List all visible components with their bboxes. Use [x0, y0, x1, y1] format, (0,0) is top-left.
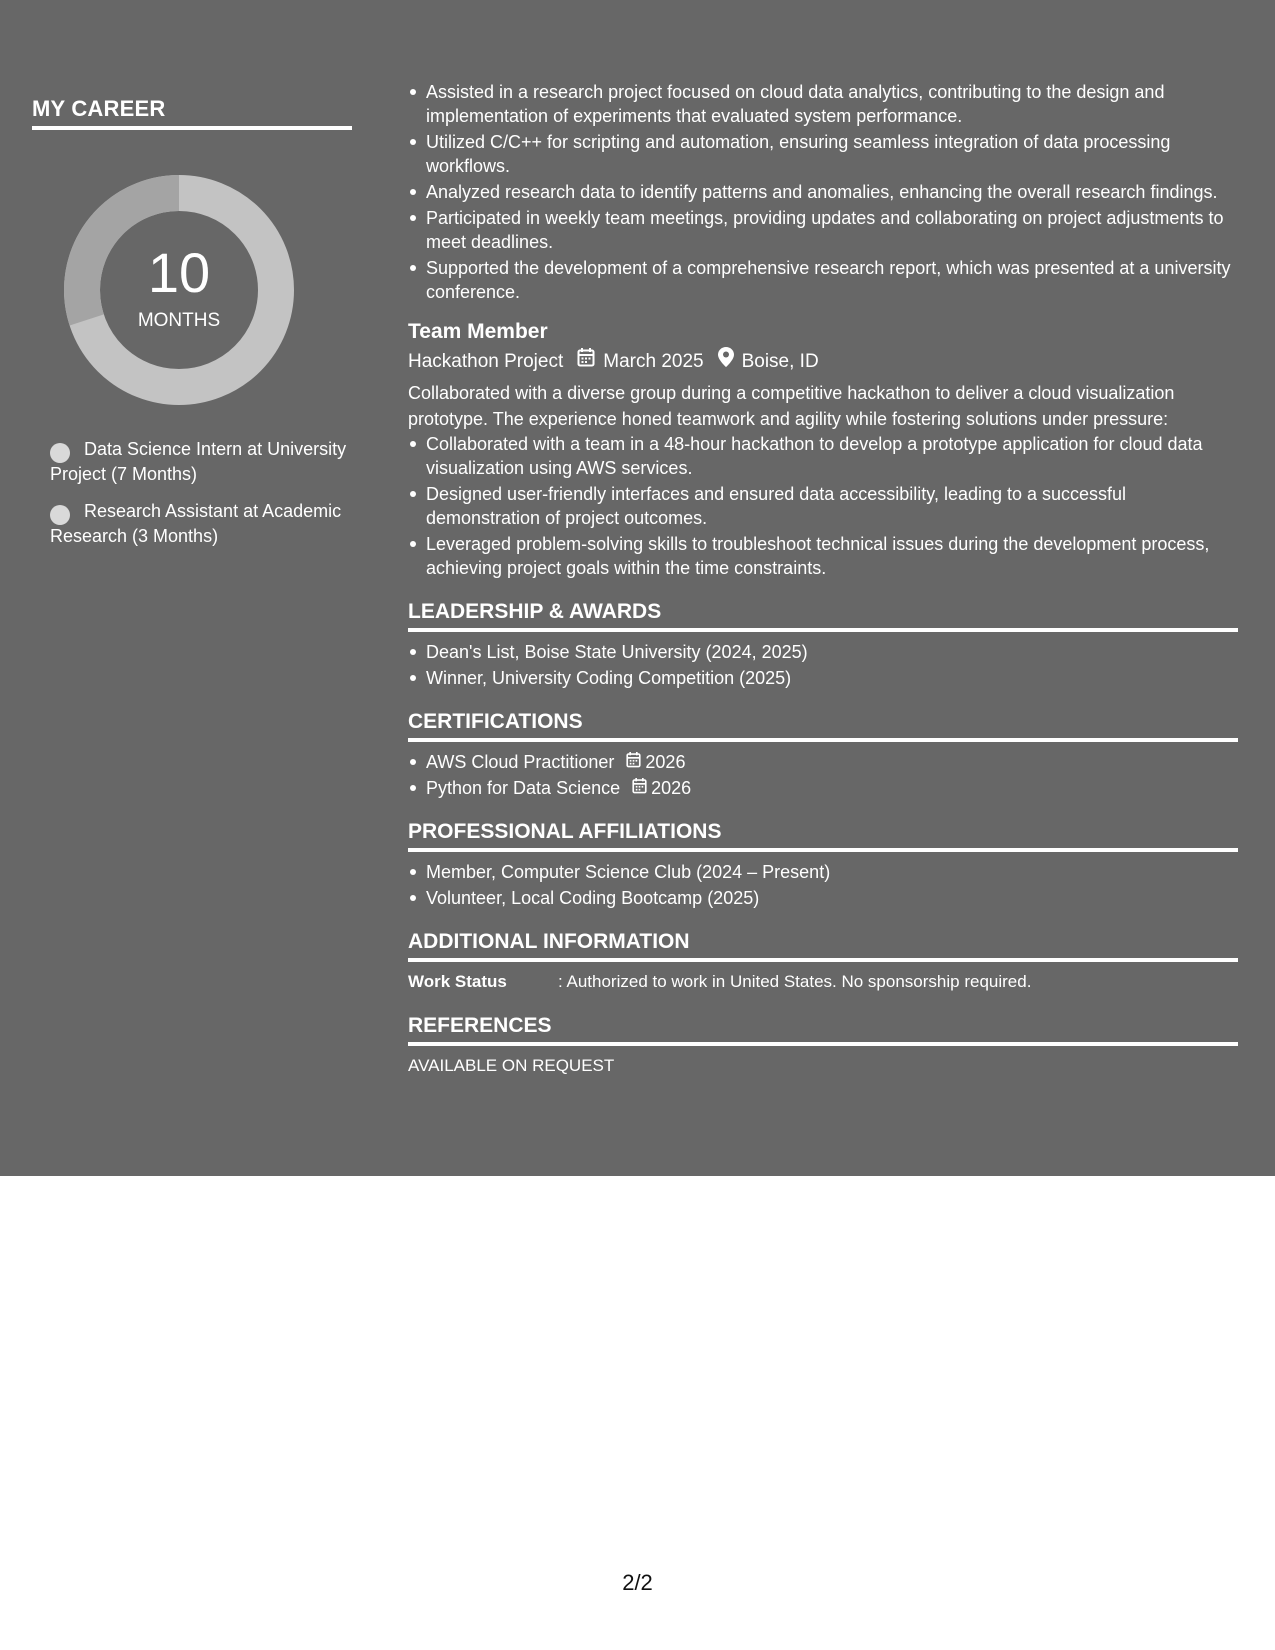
certifications-section [408, 710, 1238, 800]
page-number: 2/2 [622, 1570, 653, 1595]
list-item: Designed user-friendly interfaces and ensured data accessibility, leading to a successful demonstration of project outcomes. [426, 482, 1238, 530]
references-text: AVAILABLE ON REQUEST [408, 1056, 615, 1075]
job-location: Boise, ID [741, 350, 819, 372]
section-title: REFERENCES [408, 1014, 1238, 1046]
work-status-value: : Authorized to work in United States. No sponsorship required. [558, 972, 1032, 991]
legend-dot-icon [50, 443, 70, 463]
list-item [426, 776, 1238, 800]
career-legend-item [50, 437, 350, 487]
work-status-label: Work Status [408, 972, 507, 991]
career-legend-label: Data Science Intern at University Project (7 Months) [50, 439, 347, 484]
references-section [408, 1014, 1238, 1078]
calendar-icon [626, 750, 641, 774]
cert-year: 2026 [651, 778, 692, 798]
additional-info-section [408, 930, 1238, 994]
section-title: LEADERSHIP & AWARDS [408, 600, 1238, 632]
list-item: Assisted in a research project focused on cloud data analytics, contributing to the design and implementation of experiments that evaluated system performance. [426, 80, 1238, 128]
job-date: March 2025 [603, 350, 704, 372]
calendar-icon [632, 776, 647, 800]
job-company: Hackathon Project [408, 350, 564, 372]
job-summary: Collaborated with a diverse group during a competitive hackathon to deliver a cloud visualization prototype. The experience honed teamwork and agility while fostering solutions under pressure: [408, 383, 1175, 429]
affiliations-section [408, 820, 1238, 910]
location-pin-icon [718, 347, 734, 376]
list-item: Collaborated with a team in a 48-hour hackathon to develop a prototype application for cloud data visualization using AWS services. [426, 432, 1238, 480]
list-item: Leveraged problem-solving skills to troubleshoot technical issues during the development process, achieving project goals within the time constraints. [426, 532, 1238, 580]
list-item: Winner, University Coding Competition (2025) [426, 666, 1238, 690]
list-item: Volunteer, Local Coding Bootcamp (2025) [426, 886, 1238, 910]
career-total-number: 10 [147, 241, 211, 304]
list-item: Participated in weekly team meetings, providing updates and collaborating on project adjustments to meet deadlines. [426, 206, 1238, 254]
career-legend-item [50, 499, 350, 549]
career-donut-chart [64, 175, 294, 405]
affiliations-list [408, 860, 1238, 910]
certifications-list [408, 750, 1238, 800]
list-item: Analyzed research data to identify patterns and anomalies, enhancing the overall research findings. [426, 180, 1238, 204]
work-status-row [408, 970, 1238, 994]
cert-name: Python for Data Science [426, 778, 621, 798]
section-title: CERTIFICATIONS [408, 710, 1238, 742]
legend-dot-icon [50, 505, 70, 525]
career-sidebar [32, 96, 352, 561]
career-heading: MY CAREER [32, 96, 352, 130]
career-legend [50, 437, 350, 549]
leadership-section [408, 600, 1238, 690]
job-meta [408, 347, 1238, 376]
job-bullets [408, 432, 1238, 580]
list-item: Utilized C/C++ for scripting and automation, ensuring seamless integration of data processing workflows. [426, 130, 1238, 178]
job-title: Team Member [408, 320, 548, 343]
leadership-list [408, 640, 1238, 690]
list-item: Member, Computer Science Club (2024 – Present) [426, 860, 1238, 884]
previous-job-bullets [408, 80, 1238, 304]
list-item: Dean's List, Boise State University (2024, 2025) [426, 640, 1238, 664]
list-item: Supported the development of a comprehensive research report, which was presented at a university conference. [426, 256, 1238, 304]
cert-year: 2026 [645, 752, 686, 772]
list-item [426, 750, 1238, 774]
calendar-icon [577, 347, 595, 376]
main-content [408, 80, 1238, 1078]
section-title: ADDITIONAL INFORMATION [408, 930, 1238, 962]
cert-name: AWS Cloud Practitioner [426, 752, 615, 772]
career-total-unit: MONTHS [137, 310, 221, 331]
section-title: PROFESSIONAL AFFILIATIONS [408, 820, 1238, 852]
career-legend-label: Research Assistant at Academic Research (3 Months) [50, 501, 342, 546]
